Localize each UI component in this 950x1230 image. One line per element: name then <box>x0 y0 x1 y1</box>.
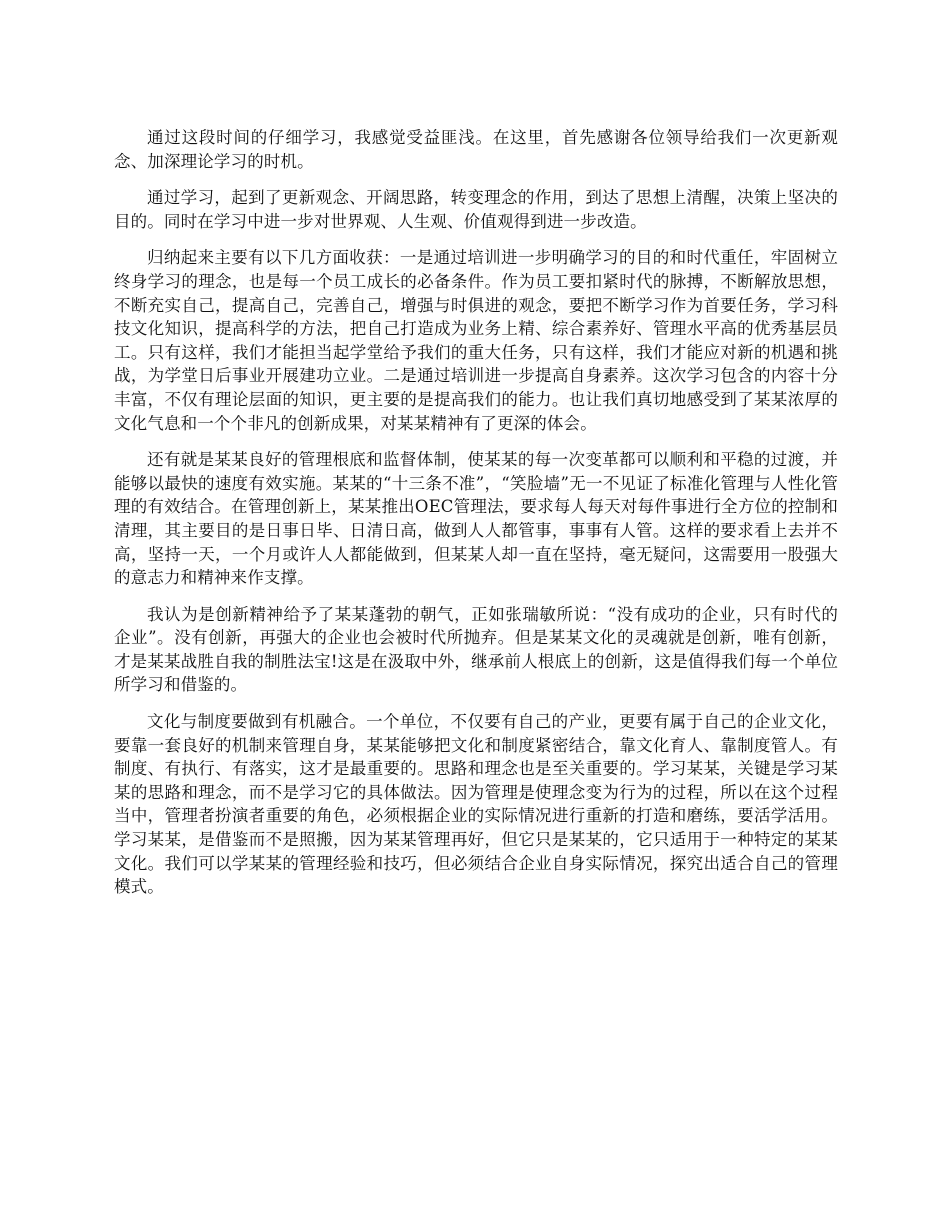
paragraph-1: 通过这段时间的仔细学习，我感觉受益匪浅。在这里，首先感谢各位领导给我们一次更新观念、加深理论学习的时机。 <box>114 128 838 171</box>
paragraph-4: 还有就是某某良好的管理根底和监督体制，使某某的每一次变革都可以顺利和平稳的过渡，并能够以最快的速度有效实施。某某的“十三条不准”，“笑脸墙”无一不见证了标准化管理与人性化管理的有效结合。在管理创新上，某某推出OEC管理法，要求每人每天对每件事进行全方位的控制和清理，其主要目的是日事日毕、日清日高，做到人人都管事，事事有人管。这样的要求看上去并不高，坚持一天，一个月或许人人都能做到，但某某人却一直在坚持，毫无疑问，这需要用一股强大的意志力和精神来作支撑。 <box>114 450 838 588</box>
paragraph-6: 文化与制度要做到有机融合。一个单位，不仅要有自己的产业，更要有属于自己的企业文化，要靠一套良好的机制来管理自身，某某能够把文化和制度紧密结合，靠文化育人、靠制度管人。有制度、有执行、有落实，这才是最重要的。思路和理念也是至关重要的。学习某某，关键是学习某某的思路和理念，而不是学习它的具体做法。因为管理是使理念变为行为的过程，所以在这个过程当中，管理者扮演者重要的角色，必须根据企业的实际情况进行重新的打造和磨练，要活学活用。学习某某，是借鉴而不是照搬，因为某某管理再好，但它只是某某的，它只适用于一种特定的某某文化。我们可以学某某的管理经验和技巧，但必须结合企业自身实际情况，探究出适合自己的管理模式。 <box>114 712 838 897</box>
document-body <box>114 126 838 912</box>
paragraph-2: 通过学习，起到了更新观念、开阔思路，转变理念的作用，到达了思想上清醒，决策上坚决的目的。同时在学习中进一步对世界观、人生观、价值观得到进一步改造。 <box>114 188 838 231</box>
paragraph-5: 我认为是创新精神给予了某某蓬勃的朝气，正如张瑞敏所说：“没有成功的企业，只有时代的企业”。没有创新，再强大的企业也会被时代所抛弃。但是某某文化的灵魂就是创新，唯有创新，才是某某战胜自我的制胜法宝!这是在汲取中外，继承前人根底上的创新，这是值得我们每一个单位所学习和借鉴的。 <box>114 604 838 695</box>
paragraph-3: 归纳起来主要有以下几方面收获：一是通过培训进一步明确学习的目的和时代重任，牢固树立终身学习的理念，也是每一个员工成长的必备条件。作为员工要扣紧时代的脉搏，不断解放思想，不断充实自己，提高自己，完善自己，增强与时俱进的观念，要把不断学习作为首要任务，学习科技文化知识，提高科学的方法，把自己打造成为业务上精、综合素养好、管理水平高的优秀基层员工。只有这样，我们才能担当起学堂给予我们的重大任务，只有这样，我们才能应对新的机遇和挑战，为学堂日后事业开展建功立业。二是通过培训进一步提高自身素养。这次学习包含的内容十分丰富，不仅有理论层面的知识，更主要的是提高我们的能力。也让我们真切地感受到了某某浓厚的文化气息和一个个非凡的创新成果，对某某精神有了更深的体会。 <box>114 248 838 433</box>
